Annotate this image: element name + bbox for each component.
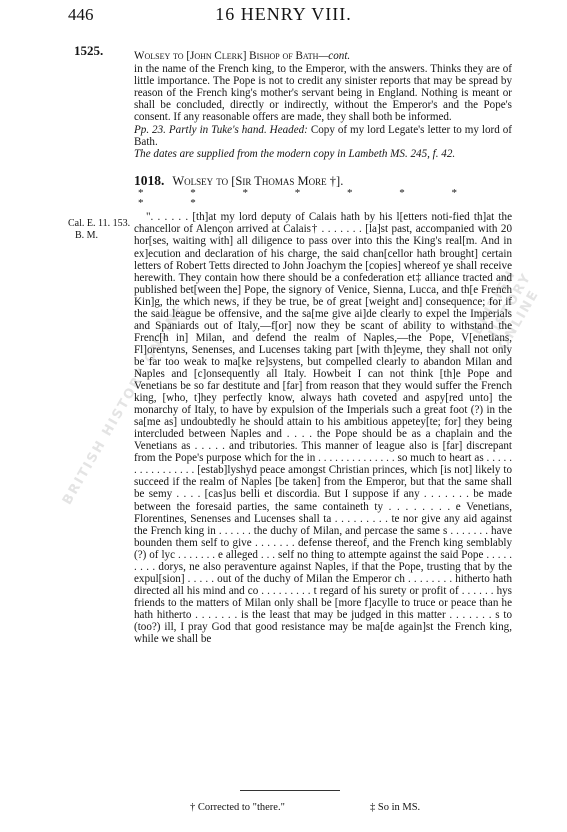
footnote-dagger: † Corrected to "there." [190, 802, 285, 813]
footnote-ddagger: ‡ So in MS. [370, 802, 421, 813]
letter-1018-title: Wolsey to [Sir Thomas More †]. [172, 174, 344, 189]
letter-1018-body: ". . . . . . [th]at my lord deputy of Calais hath by his l[etters noti-fied th]at the chancellor of Alençon arrived at Calais† . . . . . . . [la]st past, accompanied with 20 hor[ses, waiting with] all diligence to pass over into this the King's real[m. And in ex]ecution and declaration of his charge, the said chan[cellor hath brought] certain letters of Robert Tetts directed to John Joachym the [copies] whereof ye shall receive herewith. They contain how there should be a confederation et‡ alliance tracted and published bet[ween the] Pope, the signory of Venice, Sienna, Lucca, and th[e French Kin]g, the which news, if they be true, be of great [weight and] consequence; for if the said league be offensive, and the sa[me give ai]de clearly to expel the Imperials and Spaniards out of Italy,—f[or] now they be scant of ability to withstand the Frenc[h in] Milan, and defend the realm of Naples,—the Pope, V[enetians, Fl]orentyns, Senenses, and Lucenses taking part [with th]eyme, they shall not only be far too weak to ma[ke re]systens, but compelled clearly to abandon Milan and Naples and [c]onsequently all Italy. Howbeit I can not think [th]e Pope and Venetians be so far destitute and [far] from reason that they would suffer the French king, [who, t]hey perfectly know, always hath coveted and aspy[red unto] the monarchy of Italy, to have by expulsion of the Imperials such a great foot (?) in the sa[me as] undoubtedly he should attain to his ambitious appetey[te; for] they being intercluded between Naples and . . . . the Pope should be as a chaplain and the Venetians as . . . . . and tributories. This manner of league also is [far] discrepant from the Pope's purpose which for the in . . . . . . . . . . . . . . so much to heart as . . . . . . . . . . . . . . . . [estab]lyshyd peace amongst Christian princes, which [is not] likely to succeed if the realm of Naples [be taken] from the Emperor, but that the same shall be semy . . . . [cas]us belli et discordia. But I suppose if any . . . . . . . be made between the foresaid parties, the same containeth ty . . . . . . . . e Venetians, Florentines, Senenses and Lucenses shall ta . . . . . . . . . te nor give any aid against the French king in . . . . . . the duchy of Milan, and percase the same s . . . . . . . have bounden them self to give . . . . . . . defense thereof, and the French king semblably (?) of lyc . . . . . . . e alleged . . . self no thing to attempte against the said Pope . . . . . . . . . dorys, ne also peraventure against Naples, if that the Pope, trusting that by the expul[sion] . . . . . out of the duchy of Milan the Emperor ch . . . . . . . . hitherto hath directed all his mind and co . . . . . . . . . t regard of his surety or profit of . . . . . . hys friends to the matters of Milan only shall be [more f]acylle to truce or peace than he hath hitherto . . . . . . . is the least that may be judged in this matter . . . . . . . s to (too?) ill, I pray God that good resistance may be ma[de again]st the French king, while we shall be [134, 211, 512, 646]
dates-note: The dates are supplied from the modern copy in Lambeth MS. 245, f. 42. [134, 148, 456, 161]
manuscript-note [134, 124, 512, 148]
page-number: 446 [68, 5, 94, 24]
margin-ref-line: Cal. E. 11. 153. [68, 218, 131, 229]
footnote-rule [240, 790, 340, 791]
letter-summary: in the name of the French king, to the Emperor, with the answers. Thinks they are of little importance. The Pope is not to credit any sinister reports that may be spread by reason of the French king's mother's servant being in England. Nothing is meant or shall be concluded, directly or indirectly, without the Emperor's and the Pope's consent. If any reasonable offers are made, they shall both be informed. [134, 63, 512, 124]
manuscript-note-italic: Pp. 23. Partly in Tuke's hand. Headed: [134, 124, 308, 137]
letter-heading [134, 50, 512, 62]
margin-reference [68, 218, 130, 242]
letter-heading-cont: —cont. [318, 50, 351, 62]
ellipsis-stars: * * * * * * * * * [138, 187, 479, 210]
running-header [0, 3, 567, 29]
watermark: BRITISH HISTORY ONLINE [60, 300, 189, 508]
margin-year: 1525. [74, 43, 104, 58]
letter-1018-heading [134, 174, 512, 188]
text-column [134, 50, 512, 645]
margin-ref-line: B. M. [75, 230, 99, 241]
watermark: BRITISH HISTORY ONLINE [470, 267, 543, 353]
letter-heading-title: Wolsey to [John Clerk] Bishop of Bath [134, 50, 319, 62]
letter-number: 1018. [134, 173, 165, 189]
manuscript-note-text: Copy of my lord Legate's letter to my lord of Bath. [134, 124, 512, 149]
running-title: 16 HENRY VIII. [215, 4, 352, 24]
